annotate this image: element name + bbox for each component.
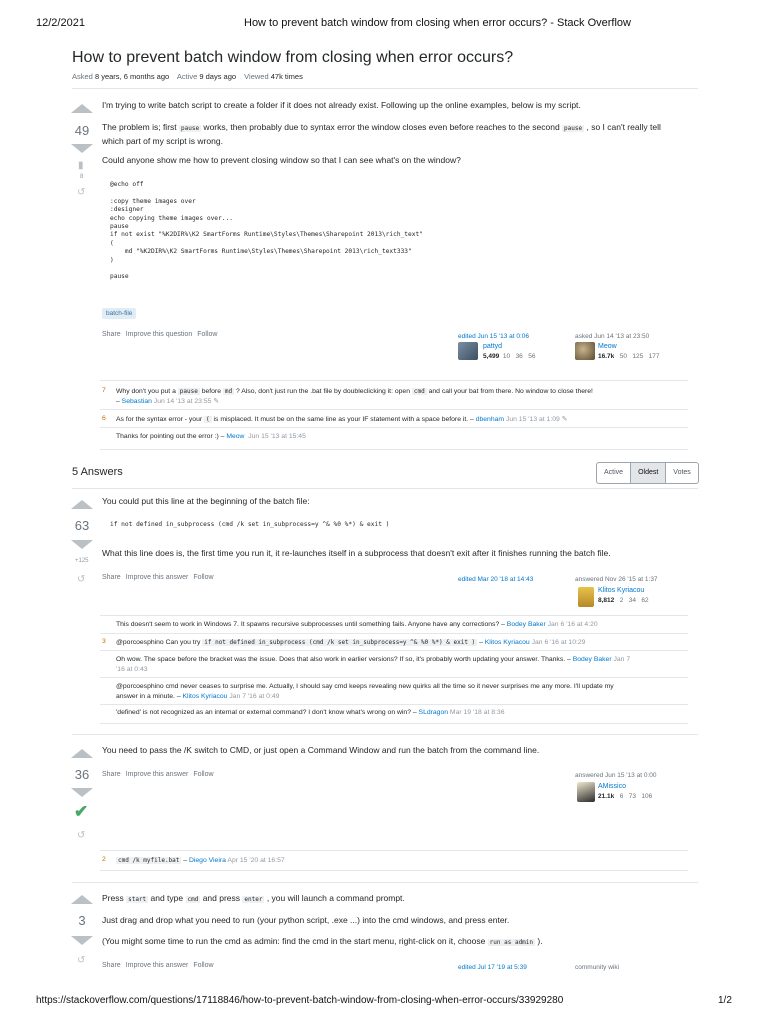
comment-user[interactable]: Klitos Kyriacou bbox=[182, 692, 228, 700]
answer-body-p1: Press start and type cmd and press enter , you will launch a command prompt. bbox=[102, 893, 405, 903]
history-icon[interactable]: ↺ bbox=[77, 574, 86, 585]
history-icon[interactable]: ↺ bbox=[77, 830, 86, 841]
answer-edited-label[interactable]: edited Mar 20 '18 at 14:43 bbox=[458, 576, 534, 583]
comment: cmd /k myfile.bat – Diego Vieira Apr 15 '20 at 16:57 bbox=[118, 857, 285, 864]
answer-body-p2: What this line does is, the first time you run it, it re-launches itself in a subprocess that doesn't exit after it finishes running the batch file. bbox=[102, 548, 611, 558]
answer-body-p3: (You might some time to run the cmd as admin: find the cmd in the start menu, right-click on it, choose run as admin ). bbox=[102, 936, 543, 946]
comment: 'defined' is not recognized as an internal or external command? I don't know what's wrong on win? – SLdragon Mar 19 '18 at 8:36 bbox=[116, 709, 505, 716]
divider bbox=[100, 704, 688, 705]
history-icon[interactable]: ↺ bbox=[77, 955, 86, 966]
share-link[interactable]: Share bbox=[102, 771, 121, 778]
answer-answered-label: answered Jun 15 '13 at 0:00 bbox=[575, 772, 657, 779]
answer-sort-tabs bbox=[596, 462, 699, 484]
question-downvote-icon[interactable] bbox=[71, 144, 93, 153]
divider bbox=[72, 488, 698, 489]
answer-body-p1: You could put this line at the beginning of the batch file: bbox=[102, 496, 310, 506]
question-score: 49 bbox=[74, 123, 90, 138]
answer-owner-name[interactable]: Klitos Kyriacou bbox=[598, 587, 645, 594]
comment-score: 2 bbox=[102, 856, 106, 863]
divider bbox=[100, 380, 688, 381]
answer-upvote-icon[interactable] bbox=[71, 500, 93, 509]
answer-post-menu bbox=[102, 574, 219, 581]
answer-owner-reputation: 21.1k 6 73 106 bbox=[598, 793, 653, 800]
divider bbox=[100, 650, 688, 651]
answer-code-block: if not defined in_subprocess (cmd /k set in_subprocess=y ^& %0 %*) & exit ) bbox=[110, 521, 390, 528]
sort-oldest-tab[interactable]: Oldest bbox=[631, 463, 666, 483]
tag-batch-file[interactable]: batch-file bbox=[102, 302, 136, 320]
answer-post-menu bbox=[102, 771, 219, 778]
owner-name[interactable]: Meow bbox=[598, 343, 617, 350]
divider bbox=[100, 449, 688, 450]
comment-user[interactable]: Meow bbox=[226, 433, 245, 440]
question-asked-label: asked Jun 14 '13 at 23:50 bbox=[575, 333, 650, 340]
divider bbox=[72, 88, 698, 89]
comment: @porcoesphino Can you try if not defined in_subprocess (cmd /k set in_subprocess=y ^& %0 %*) & exit ) – Klitos Kyriacou Jan 6 '16 at 10:29 bbox=[116, 639, 586, 646]
bookmark-icon[interactable]: ▮ bbox=[78, 160, 84, 171]
divider bbox=[100, 677, 688, 678]
question-title[interactable]: How to prevent batch window from closing when error occurs? bbox=[72, 49, 514, 66]
edit-icon[interactable]: ✎ bbox=[213, 397, 219, 405]
improve-link[interactable]: Improve this answer bbox=[125, 574, 189, 581]
answer-owner-name[interactable]: AMissico bbox=[598, 783, 627, 790]
accepted-checkmark-icon: ✔ bbox=[74, 802, 89, 821]
follow-link[interactable]: Follow bbox=[193, 771, 214, 778]
answer-downvote-icon[interactable] bbox=[71, 540, 93, 549]
answer-edited-label[interactable]: edited Jul 17 '19 at 5:39 bbox=[458, 964, 527, 971]
history-icon[interactable]: ↺ bbox=[77, 187, 86, 198]
divider bbox=[100, 870, 688, 871]
comment: As for the syntax error - your ( is misplaced. It must be on the same line as your IF statement with a space before it. – dbenham Jun 15 '13 at 1:09 ✎ bbox=[116, 416, 568, 423]
question-meta: Asked 8 years, 6 months ago Active 9 days ago Viewed 47k times bbox=[72, 72, 303, 81]
question-body-p1: I'm trying to write batch script to create a folder if it does not already exist. Following up the online examples, below is my script. bbox=[102, 100, 581, 110]
avatar[interactable] bbox=[578, 587, 594, 607]
divider bbox=[100, 409, 688, 410]
comment-user[interactable]: Sebastian bbox=[121, 397, 152, 405]
comment-score: 6 bbox=[102, 415, 106, 422]
divider bbox=[72, 882, 698, 883]
share-link[interactable]: Share bbox=[102, 574, 121, 581]
question-code-block: @echo off :copy theme images over :designer echo copying theme images over... pause if not exist "%K2DIR%\K2 SmartForms Runtime\Styles\Themes\Sharepoint 2013\rich_text" ( md "%K2DIR%\K2 SmartForms Runtime\Styles\Themes\Sharepoint 2013\rich_text333" ) pause bbox=[110, 181, 423, 281]
divider bbox=[100, 427, 688, 428]
editor-reputation: 5,499 10 36 56 bbox=[483, 353, 536, 360]
answer-downvote-icon[interactable] bbox=[71, 788, 93, 797]
comment-user[interactable]: SLdragon bbox=[418, 709, 449, 716]
answer-owner-reputation: 8,812 2 34 62 bbox=[598, 597, 649, 604]
comment-score: 7 bbox=[102, 387, 106, 394]
improve-link[interactable]: Improve this answer bbox=[125, 771, 189, 778]
answer-score: 36 bbox=[74, 767, 90, 782]
answer-body-p1: You need to pass the /K switch to CMD, or just open a Command Window and run the batch from the command line. bbox=[102, 745, 540, 755]
comment-user[interactable]: Bodey Baker bbox=[572, 656, 612, 663]
comment: Why don't you put a pause before md ? Also, don't just run the .bat file by doubleclicking it: open cmd and call your bat from there. No window to close there! – Sebastian Jun 14 '13 at 23:55 ✎ bbox=[116, 388, 593, 405]
question-upvote-icon[interactable] bbox=[71, 104, 93, 113]
divider bbox=[100, 723, 688, 724]
question-body-p3: Could anyone show me how to prevent closing window so that I can see what's on the window? bbox=[102, 155, 461, 165]
follow-link[interactable]: Follow bbox=[197, 331, 218, 338]
print-date: 12/2/2021 bbox=[36, 17, 85, 29]
bookmark-count: +125 bbox=[75, 558, 89, 564]
answer-answered-label: answered Nov 26 '15 at 1:37 bbox=[575, 576, 658, 583]
answer-upvote-icon[interactable] bbox=[71, 749, 93, 758]
comment-user[interactable]: Bodey Baker bbox=[506, 621, 546, 628]
answer-score: 3 bbox=[78, 913, 86, 928]
avatar[interactable] bbox=[577, 782, 595, 802]
edit-icon[interactable]: ✎ bbox=[561, 416, 568, 423]
divider bbox=[100, 633, 688, 634]
follow-link[interactable]: Follow bbox=[193, 574, 214, 581]
bookmark-count: 8 bbox=[80, 174, 84, 180]
answer-post-menu bbox=[102, 962, 219, 969]
comment-score: 3 bbox=[102, 638, 106, 645]
print-page-title: How to prevent batch window from closing when error occurs? - Stack Overflow bbox=[244, 17, 631, 29]
print-page-number: 1/2 bbox=[718, 995, 732, 1006]
answer-score: 63 bbox=[74, 518, 90, 533]
share-link[interactable]: Share bbox=[102, 331, 121, 338]
question-body-p2: The problem is; first pause works, then probably due to syntax error the window closes even before reaches to the second pause , so I can't really tell which part of my script is wrong. bbox=[102, 122, 661, 146]
owner-reputation: 16.7k 50 125 177 bbox=[598, 353, 660, 360]
print-url: https://stackoverflow.com/questions/17118846/how-to-prevent-batch-window-from-closing-when-error-occurs/33929280 bbox=[36, 995, 564, 1006]
community-wiki-label: community wiki bbox=[575, 964, 620, 971]
comment-user[interactable]: Diego Vieira bbox=[188, 857, 226, 864]
comment-user[interactable]: Klitos Kyriacou bbox=[484, 639, 530, 646]
improve-link[interactable]: Improve this answer bbox=[125, 962, 189, 969]
comment-user[interactable]: dbenham bbox=[475, 416, 505, 423]
sort-votes-tab[interactable]: Votes bbox=[673, 469, 691, 476]
question-post-menu bbox=[102, 331, 222, 338]
editor-name[interactable]: pattyd bbox=[483, 343, 503, 350]
question-edited-label[interactable]: edited Jun 15 '13 at 0:06 bbox=[458, 333, 529, 340]
comment: This doesn't seem to work in Windows 7. It spawns recursive subprocesses until something fails. Anyone have any corrections? – Bodey Baker Jan 6 '16 at 4:20 bbox=[116, 621, 598, 628]
improve-link[interactable]: Improve this question bbox=[125, 331, 193, 338]
answer-upvote-icon[interactable] bbox=[71, 895, 93, 904]
answer-body-p2: Just drag and drop what you need to run (your python script, .exe ...) into the cmd windows, and press enter. bbox=[102, 915, 510, 925]
comment: @porcoesphino cmd never ceases to surprise me. Actually, I should say cmd keeps revealing new quirks all the time so it never surprises me any more. I'll update my answer in a minute. – Klitos Kyriacou Jan 7 '16 at 0:49 bbox=[116, 683, 614, 700]
follow-link[interactable]: Follow bbox=[193, 962, 214, 969]
answer-downvote-icon[interactable] bbox=[71, 936, 93, 945]
divider bbox=[100, 615, 688, 616]
comment: Oh wow. The space before the bracket was the issue. Does that also work in earlier versions? If so, it's probably worth updating your answer. Thanks. – Bodey Baker Jan 7 '16 at 0:43 bbox=[116, 656, 631, 673]
divider bbox=[72, 734, 698, 735]
comment: Thanks for pointing out the error :) – Meow Jun 15 '13 at 15:45 bbox=[116, 433, 306, 440]
avatar[interactable] bbox=[575, 342, 595, 360]
share-link[interactable]: Share bbox=[102, 962, 121, 969]
answers-count: 5 Answers bbox=[72, 466, 123, 478]
avatar[interactable] bbox=[458, 342, 478, 360]
divider bbox=[100, 850, 688, 851]
sort-active-tab[interactable]: Active bbox=[597, 463, 631, 483]
